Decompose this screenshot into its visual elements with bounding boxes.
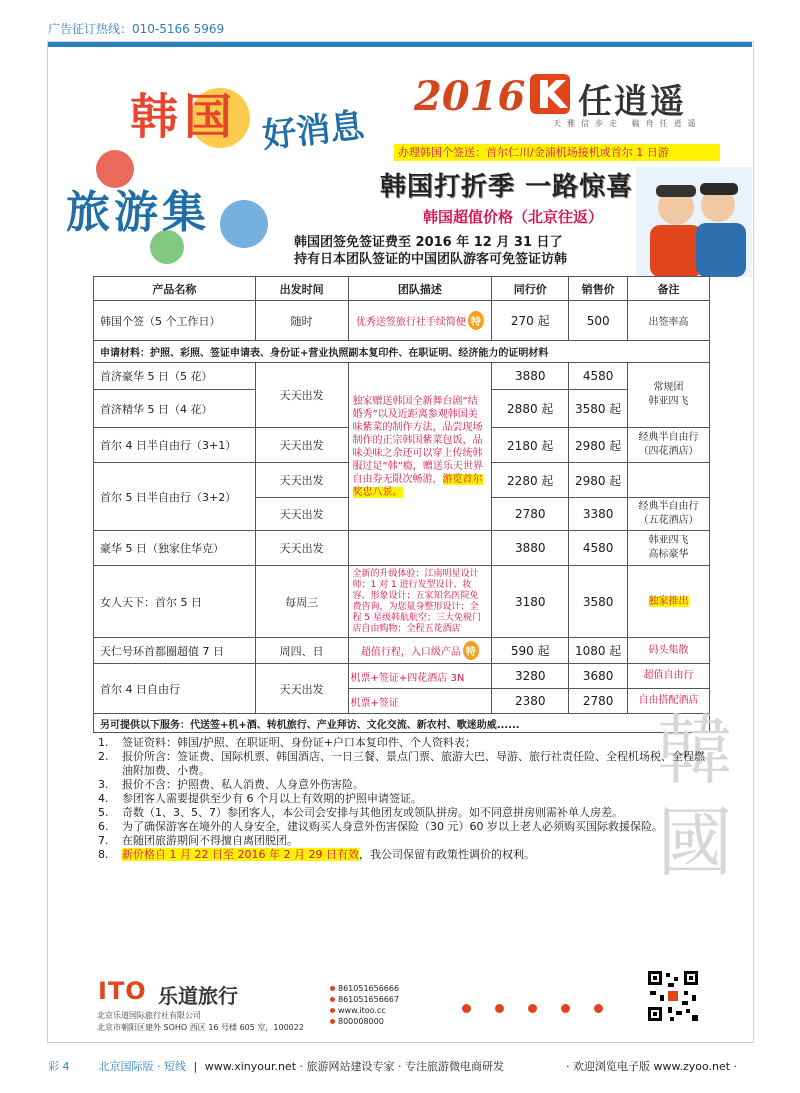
team-desc bbox=[348, 301, 492, 341]
edition-label: 北京国际版 · 短线 bbox=[98, 1060, 186, 1073]
note-num: 6. bbox=[98, 820, 109, 833]
logo-2016: 2016 bbox=[414, 73, 526, 120]
header-description: 团队描述 bbox=[348, 277, 492, 301]
phone-number: 861051656666 bbox=[338, 984, 400, 993]
list-item bbox=[98, 736, 710, 750]
price-title: 韩国超值价格（北京往返） bbox=[423, 208, 604, 226]
brand-name: 任逍遥 bbox=[578, 82, 686, 122]
art-title-korea: 韩国 bbox=[130, 89, 239, 145]
list-item bbox=[98, 792, 710, 806]
peer-price: 2780 bbox=[492, 498, 569, 531]
note-text: 在随团旅游期间不得擅自离团脱团。 bbox=[122, 834, 298, 847]
ito-logo: ITO bbox=[98, 977, 147, 1005]
page-number: 彩 4 bbox=[48, 1060, 70, 1073]
product-name: 天仁号环首都圈超值 7 日 bbox=[94, 638, 256, 664]
header-product: 产品名称 bbox=[94, 277, 256, 301]
note-num: 8. bbox=[98, 848, 109, 861]
departure: 天天出发 bbox=[255, 664, 348, 714]
table-row bbox=[94, 638, 710, 664]
team-desc bbox=[348, 363, 492, 531]
peer-price: 3880 bbox=[492, 363, 569, 390]
note-text bbox=[122, 848, 535, 862]
sale-price: 4580 bbox=[569, 363, 628, 390]
sale-price: 3680 bbox=[569, 664, 628, 689]
visa-service-banner: 办理韩国个签送：首尔仁川/金浦机场接机或首尔 1 日游 bbox=[394, 144, 720, 161]
departure: 天天出发 bbox=[255, 498, 348, 531]
note-text: 为了确保游客在境外的人身安全，建议购买人身意外伤害保险（30 元）60 岁以上老人必须购买国际救援保险。 bbox=[122, 820, 663, 833]
sale-price: 2980 起 bbox=[569, 428, 628, 463]
list-item bbox=[98, 806, 710, 820]
note-text: 参团客人需要提供至少有 6 个月以上有效期的护照申请签证。 bbox=[122, 792, 422, 805]
product-name: 首尔 4 日半自由行（3+1） bbox=[94, 428, 256, 463]
note: 经典半自由行 （四花酒店） bbox=[628, 428, 710, 463]
sale-price: 2980 起 bbox=[569, 463, 628, 498]
skiers-photo bbox=[636, 167, 752, 277]
decor-dot bbox=[495, 1004, 504, 1013]
decor-dots bbox=[462, 998, 627, 1017]
team-desc: 全新的升级体验；江南明星设计师；1 对 1 进行发型设计、妆容、形象设计；五家知名医院免费咨询，为您量身整形设计；全程 5 星级韩航航空；三大免税门店自由购物；全程五花酒店 bbox=[348, 566, 492, 638]
visa-free-line1: 韩国团签免签证费至 2016 年 12 月 31 日了 bbox=[294, 235, 563, 250]
company-name: 北京乐道国际旅行社有限公司 bbox=[97, 1011, 201, 1020]
departure: 天天出发 bbox=[255, 428, 348, 463]
note-num: 5. bbox=[98, 806, 109, 819]
header-peer-price: 同行价 bbox=[492, 277, 569, 301]
note-num: 1. bbox=[98, 736, 109, 749]
qq-line bbox=[330, 1016, 399, 1027]
ito-brand-cn: 乐道旅行 bbox=[158, 984, 238, 1008]
table-row bbox=[94, 301, 710, 341]
peer-price: 2880 起 bbox=[492, 390, 569, 428]
sale-price: 2780 bbox=[569, 689, 628, 714]
web-line bbox=[330, 1005, 399, 1016]
departure: 每周三 bbox=[255, 566, 348, 638]
note-text: 报价不含：护照费、私人消费、人身意外伤害险。 bbox=[122, 778, 364, 791]
phone-line bbox=[330, 983, 399, 994]
sale-price: 3580 起 bbox=[569, 390, 628, 428]
notes-list bbox=[98, 736, 710, 862]
fax-number: 861051656667 bbox=[338, 995, 400, 1004]
exclusive-tag: 独家推出 bbox=[648, 595, 689, 607]
peer-price: 2280 起 bbox=[492, 463, 569, 498]
departure: 天天出发 bbox=[255, 531, 348, 566]
fax-icon bbox=[330, 997, 335, 1002]
sale-price: 500 bbox=[569, 301, 628, 341]
list-item bbox=[98, 820, 710, 834]
note bbox=[628, 566, 710, 638]
desc-text: 独家赠送韩国全新舞台剧“结婚秀”以及近距离参观韩国美味紫菜的制作方法，品尝现场制作的正宗韩国紫菜包饭，品味美味之余还可以穿上传统韩服过足“韩”瘾，赠送乐天世界自由券无限次畅游， bbox=[352, 395, 483, 485]
materials-row bbox=[94, 341, 710, 363]
right-slogan: · 欢迎浏览电子版 www.zyoo.net · bbox=[566, 1060, 738, 1073]
qq-number: 800008000 bbox=[338, 1017, 384, 1026]
list-item bbox=[98, 834, 710, 848]
decor-blue-circle bbox=[220, 200, 268, 248]
sale-price: 1080 起 bbox=[569, 638, 628, 664]
note: 码头集散 bbox=[628, 638, 710, 664]
desc-text: 超值行程，入口级产品 bbox=[360, 647, 461, 658]
sale-price: 3580 bbox=[569, 566, 628, 638]
team-desc bbox=[348, 638, 492, 664]
qq-icon bbox=[330, 1019, 335, 1024]
departure: 周四、日 bbox=[255, 638, 348, 664]
peer-price: 270 起 bbox=[492, 301, 569, 341]
header-departure: 出发时间 bbox=[255, 277, 348, 301]
team-desc bbox=[348, 531, 492, 566]
product-name: 女人天下：首尔 5 日 bbox=[94, 566, 256, 638]
note: 超值自由行 bbox=[628, 664, 710, 689]
peer-price: 3880 bbox=[492, 531, 569, 566]
departure: 天天出发 bbox=[255, 463, 348, 498]
product-name: 韩国个签（5 个工作日） bbox=[94, 301, 256, 341]
materials-text: 申请材料：护照、彩照、签证申请表、身份证+营业执照副本复印件、在职证明、经济能力的证明材料 bbox=[94, 341, 710, 363]
peer-price: 3180 bbox=[492, 566, 569, 638]
peer-price: 590 起 bbox=[492, 638, 569, 664]
company-address: 北京市朝阳区建外 SOHO 西区 16 号楼 605 室，100022 bbox=[97, 1023, 304, 1032]
decor-dot bbox=[462, 1004, 471, 1013]
promo-slogan: 韩国打折季 一路惊喜 bbox=[380, 172, 634, 202]
website-url: www.itoo.cc bbox=[338, 1006, 386, 1015]
list-item bbox=[98, 750, 710, 778]
bottom-bar: 彩 4 北京国际版 · 短线 | www.xinyour.net · 旅游网站建设专家 · 专注旅游微电商研发 bbox=[48, 1060, 504, 1073]
special-badge: 特 bbox=[468, 311, 484, 330]
note bbox=[628, 463, 710, 498]
table-row bbox=[94, 531, 710, 566]
product-name: 首济精华 5 日（4 花） bbox=[94, 390, 256, 428]
table-row bbox=[94, 566, 710, 638]
note-num: 7. bbox=[98, 834, 109, 847]
note: 韩亚四飞 高标豪华 bbox=[628, 531, 710, 566]
sale-price: 3380 bbox=[569, 498, 628, 531]
note-rest: ，我公司保留有政策性调价的权利。 bbox=[358, 848, 535, 861]
desc-text: 优秀送签旅行社手续简便 bbox=[355, 317, 466, 328]
list-item bbox=[98, 848, 710, 862]
note-num: 4. bbox=[98, 792, 109, 805]
desc-highlight: 游览首尔奖忠八景。 bbox=[352, 473, 483, 498]
product-name: 首尔 4 日自由行 bbox=[94, 664, 256, 714]
note-num: 2. bbox=[98, 750, 109, 763]
peer-price: 2180 起 bbox=[492, 428, 569, 463]
web-icon bbox=[330, 1008, 335, 1013]
brand-slogan: 天雅信步走 稿舟任逍遥 bbox=[553, 119, 702, 128]
decor-dot bbox=[528, 1004, 537, 1013]
left-slogan: www.xinyour.net · 旅游网站建设专家 · 专注旅游微电商研发 bbox=[204, 1060, 504, 1073]
peer-price: 3280 bbox=[492, 664, 569, 689]
departure: 随时 bbox=[255, 301, 348, 341]
services-text: 另可提供以下服务：代送签+机+酒、转机旅行、产业拜访、文化交流、新农村、歌迷助威...... bbox=[94, 714, 710, 733]
note-num: 3. bbox=[98, 778, 109, 791]
price-validity-highlight: 新价格自 1 月 22 日至 2016 年 2 月 29 日有效 bbox=[122, 848, 359, 861]
list-item bbox=[98, 778, 710, 792]
decor-dot bbox=[561, 1004, 570, 1013]
table-row bbox=[94, 664, 710, 689]
art-good-news: 好消息 bbox=[260, 105, 367, 157]
phone-icon bbox=[330, 986, 335, 991]
product-name: 首尔 5 日半自由行（3+2） bbox=[94, 463, 256, 531]
brand-logo-icon bbox=[528, 72, 572, 116]
price-table bbox=[93, 276, 710, 733]
special-badge: 特 bbox=[463, 641, 479, 660]
product-name: 豪华 5 日（独家住华克） bbox=[94, 531, 256, 566]
fax-line bbox=[330, 994, 399, 1005]
team-desc: 机票+签证 bbox=[348, 689, 492, 714]
product-name: 首济豪华 5 日（5 花） bbox=[94, 363, 256, 390]
departure: 天天出发 bbox=[255, 363, 348, 428]
contact-list bbox=[330, 983, 399, 1027]
note-text: 报价所含：签证费、国际机票、韩国酒店、一日三餐、景点门票、旅游大巴、导游、旅行社责任险、全程机场税、全程燃油附加费、小费。 bbox=[122, 750, 705, 777]
table-row bbox=[94, 363, 710, 390]
note: 常规团 韩亚四飞 bbox=[628, 363, 710, 428]
sale-price: 4580 bbox=[569, 531, 628, 566]
note-text: 签证资料：韩国/护照、在职证明、身份证+户口本复印件、个人资料表； bbox=[122, 736, 476, 749]
note: 自由搭配酒店 bbox=[628, 689, 710, 714]
header-note: 备注 bbox=[628, 277, 710, 301]
peer-price: 2380 bbox=[492, 689, 569, 714]
korea-watermark: 韓國 bbox=[657, 706, 733, 887]
visa-free-line2: 持有日本团队签证的中国团队游客可免签证访韩 bbox=[294, 252, 568, 267]
decor-dot bbox=[594, 1004, 603, 1013]
note: 出签率高 bbox=[628, 301, 710, 341]
services-row bbox=[94, 714, 710, 733]
note: 经典半自由行 （五花酒店） bbox=[628, 498, 710, 531]
art-title-trip: 旅游集 bbox=[66, 187, 210, 238]
note-text: 奇数（1、3、5、7）参团客人，本公司会安排与其他团友或领队拼房。如不同意拼房则需补单人房差。 bbox=[122, 806, 623, 819]
team-desc: 机票+签证+四花酒店 3N bbox=[348, 664, 492, 689]
header-sale-price: 销售价 bbox=[569, 277, 628, 301]
ad-hotline: 广告征订热线：010-5166 5969 bbox=[48, 22, 225, 36]
qr-code-icon bbox=[646, 969, 700, 1023]
